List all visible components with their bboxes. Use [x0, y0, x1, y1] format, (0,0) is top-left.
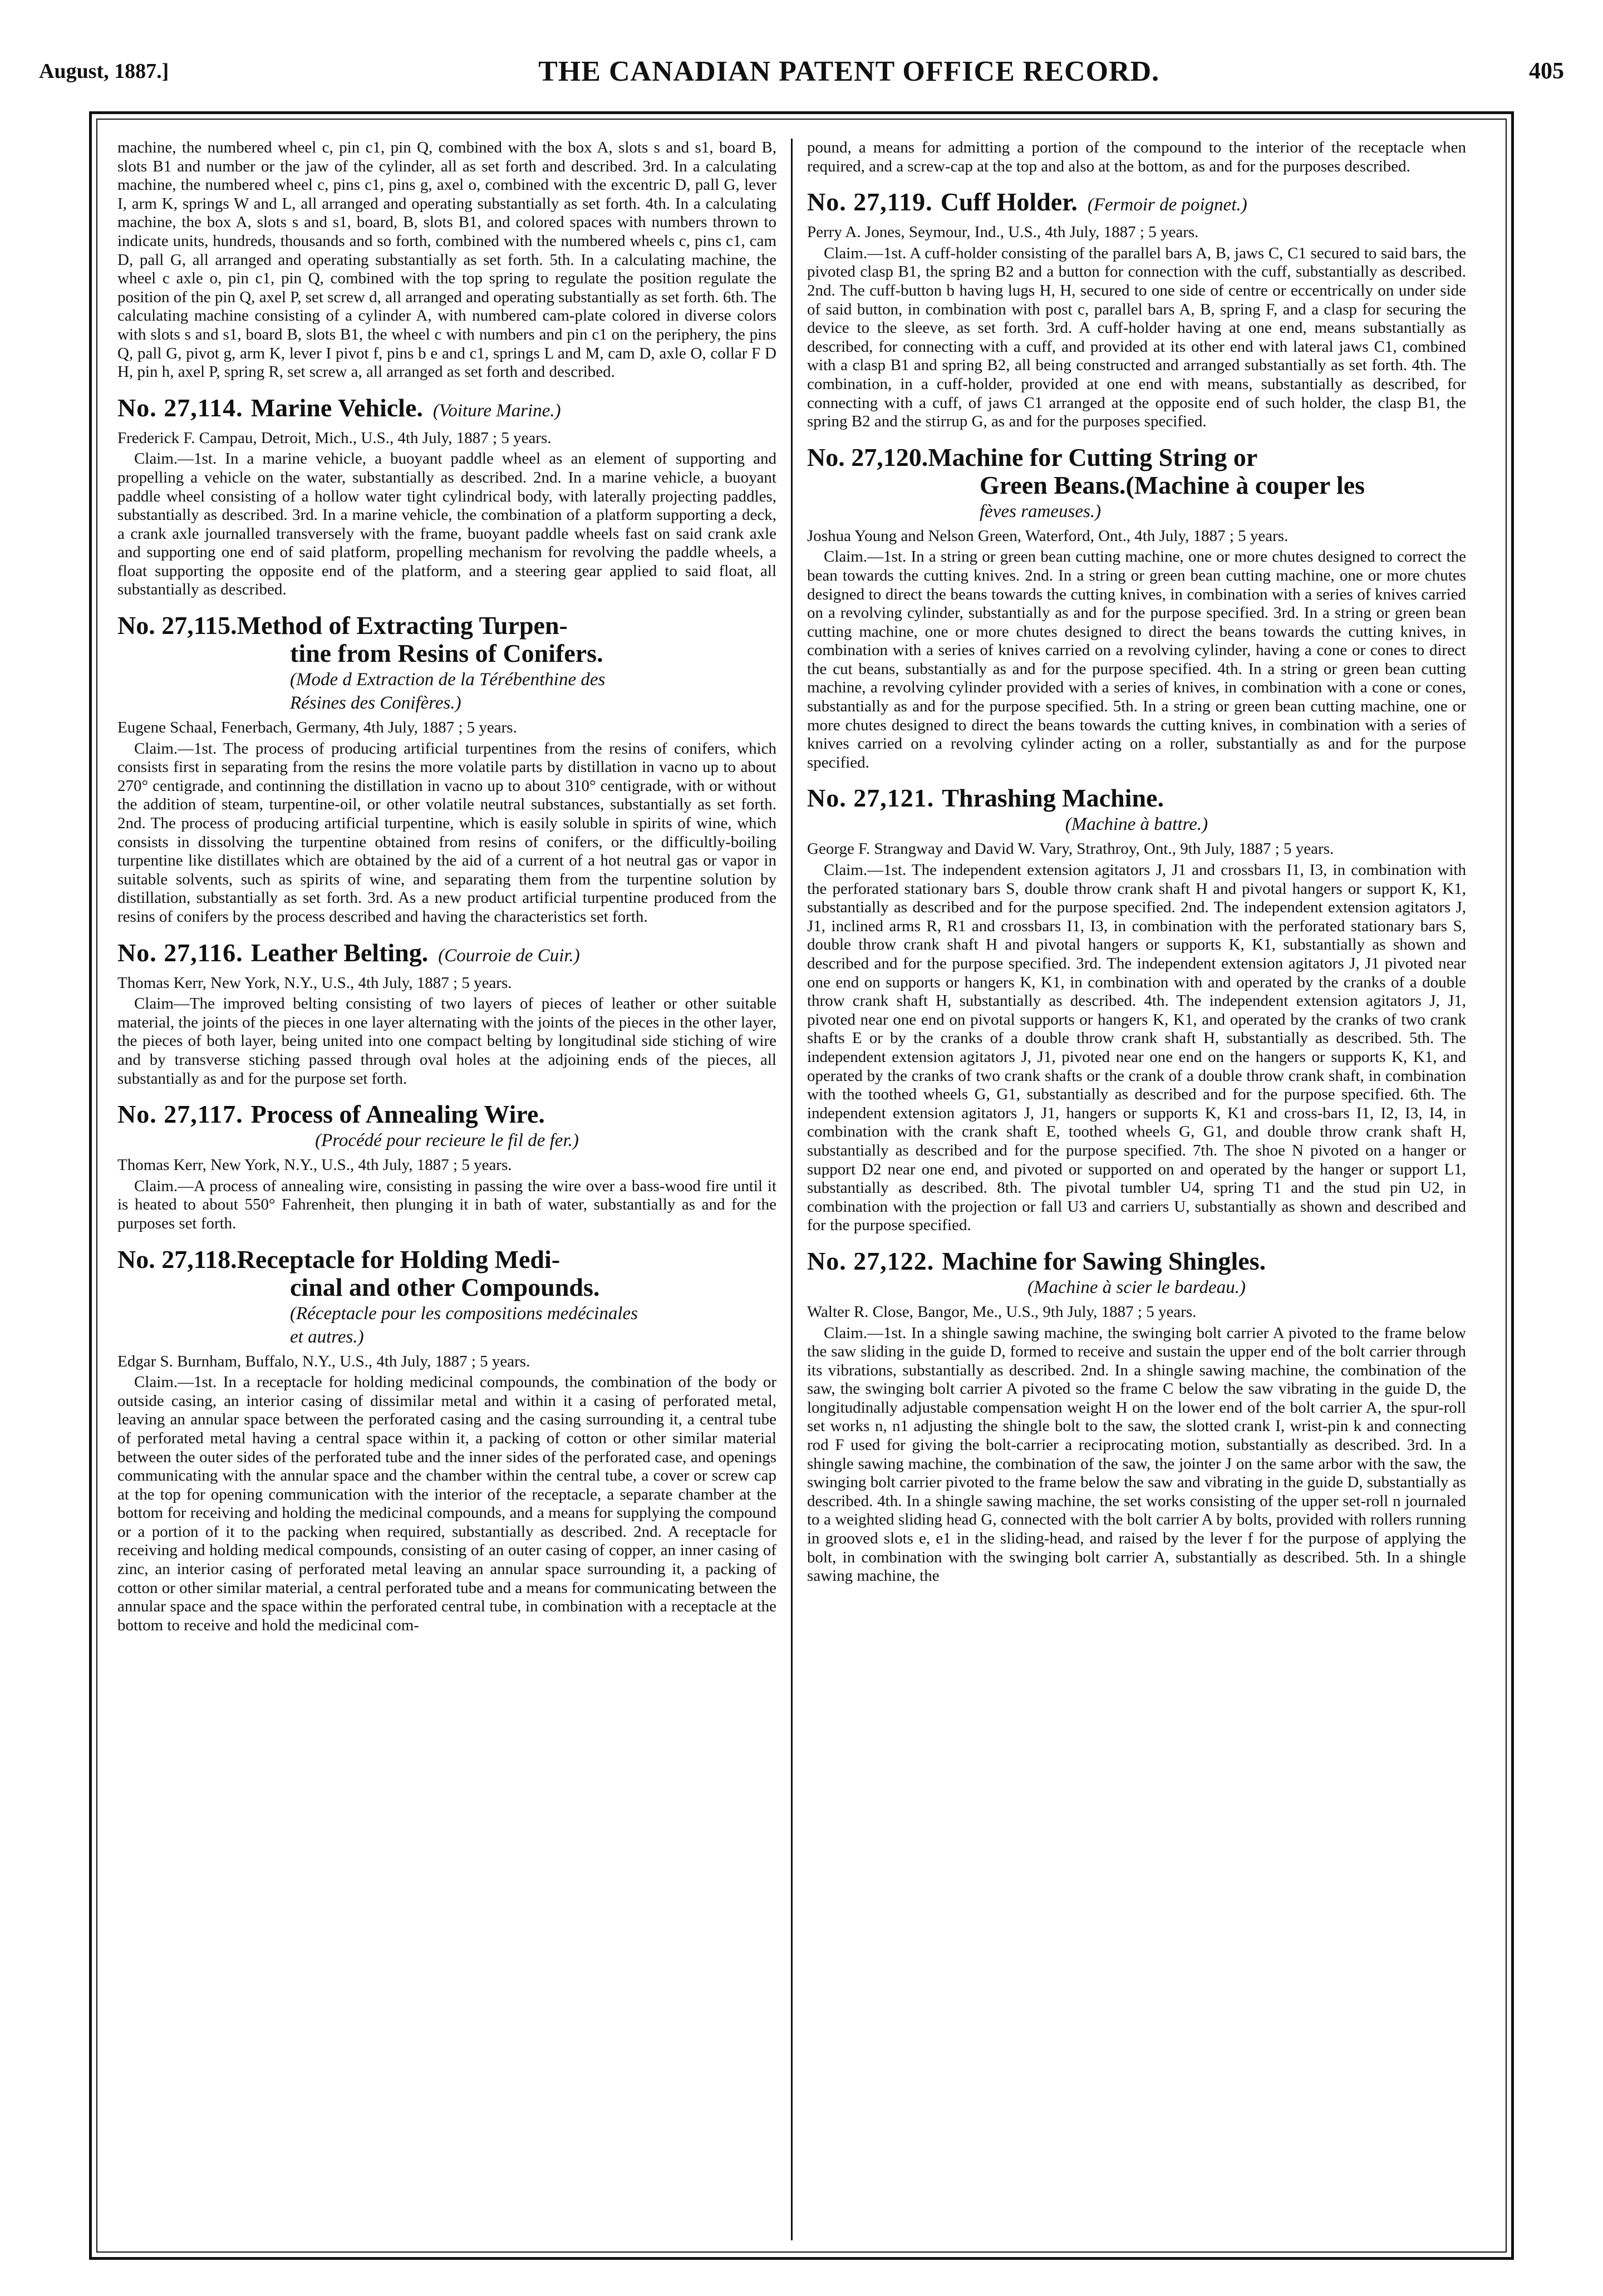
page-frame [89, 111, 1514, 2260]
patent-number: No. 27,118. [117, 1245, 237, 1274]
claim-text: Claim.—1st. The independent extension agitators J, J1 and crossbars I1, I3, in combination with the perforated stationary bars S, double throw crank shaft H and pivotal hangers or support K, K1, substantially as described and for the purpose specified. 2nd. The independent extension agitators J, J1, inclined arms R, R1 and crossbars I1, I3, in combination with the perforated stationary bars S, double throw crank shaft H and pivotal hangers or supports K, K1, substantially as shown and described and for the purpose specified. 3rd. The independent extension agitators J, J1 pivoted near one end on supports or hangers K, K1, in combination with and operated by the cranks of a double throw crank shaft H, substantially as described. 4th. The independent extension agitators J, J1, pivoted near one end on pivotal supports or hangers K, K1, and operated by the cranks of two crank shafts E or by the cranks of a double throw crank shaft H, substantially as described. 5th. The independent extension agitators J, J1, pivoted near one end on the hangers or supports K, K1, and operated by the cranks of two crank shafts or the crank of a double throw crank shaft, in combination with the toothed wheels G, G1, substantially as described and for the purpose specified. 6th. The independent extension agitators J, J1, hangers or supports K, K1 and cross-bars I1, I2, I3, I4, in combination with the crank shaft E, toothed wheels G, G1, and double throw crank shaft H, substantially as described and for the purpose specified. 7th. The shoe N pivoted on a hanger or support D2 near one end, and pivoted or supported on and operated by the hanger or support L1, substantially as described. 8th. The pivotal tumbler U4, spring T1 and the stud pin U2, in combination with the projection or fall U3 and carriers U, substantially as shown and described and for the purpose specified. [807, 861, 1466, 1235]
french-title: (Machine à scier le bardeau.) [1027, 1277, 1246, 1297]
french-title: (Voiture Marine.) [432, 400, 561, 421]
running-head [39, 49, 1564, 94]
claim-text: Claim.—1st. In a marine vehicle, a buoyant paddle wheel as an element of supporting and propelling a vehicle on the water, substantially as described. 2nd. In a marine vehicle, a buoyant paddle wheel consisting of a hollow water tight cylindrical body, with laterally projecting paddles, substantially as described. 3rd. In a marine vehicle, the combination of a platform supporting a deck, a crank axle journalled transversely with the frame, buoyant paddle wheels fast on said crank axle and supporting one end of said platform, propelling mechanism for revolving the paddle wheels, a float supporting the opposite end of the platform, and a steering gear applied to said float, all substantially as described. [117, 450, 776, 599]
right-column [793, 139, 1466, 2240]
french-title: (Courroie de Cuir.) [438, 945, 580, 966]
patentee-line: Edgar S. Burnham, Buffalo, N.Y., U.S., 4th July, 1887 ; 5 years. [117, 1352, 530, 1370]
patent-number: No. 27,115. [117, 611, 237, 640]
french-title: (Machine à battre.) [1065, 814, 1208, 835]
patent-entry-27117 [117, 1100, 776, 1233]
patent-heading [117, 612, 776, 640]
patent-title: Cuff Holder. [940, 188, 1078, 217]
claim-text: Claim—The improved belting consisting of two layers of pieces of leather or other suitable material, the joints of the pieces in one layer alternating with the joints of the pieces in the other layer, the pieces of both layer, being united into one compact belting by longitudinal side stiching of wire and by transverse stiching passed through oval holes at the adjoining ends of the pieces, all substantially as and for the purpose set forth. [117, 995, 776, 1088]
patent-title-line-1: Method of Extracting Turpen- [237, 611, 568, 640]
patentee-line: Perry A. Jones, Seymour, Ind., U.S., 4th July, 1887 ; 5 years. [807, 223, 1199, 242]
patent-title-line-2: cinal and other Compounds. [290, 1272, 600, 1301]
patent-heading [117, 394, 776, 425]
patent-entry-27115 [117, 612, 776, 927]
patentee-line: Thomas Kerr, New York, N.Y., U.S., 4th July, 1887 ; 5 years. [117, 1156, 512, 1174]
patent-entry-27114 [117, 394, 776, 599]
patent-title-line-2-text: Green Beans. [980, 470, 1126, 499]
patent-entry-27116 [117, 939, 776, 1089]
french-title-line-1: (Réceptacle pour les compositions medécinales [290, 1303, 638, 1324]
patent-heading [117, 1246, 776, 1274]
patent-title: Process of Annealing Wire. [250, 1100, 545, 1129]
patent-title-line-1: Machine for Cutting String or [928, 443, 1258, 471]
patent-entry-27120 [807, 444, 1466, 773]
journal-title: THE CANADIAN PATENT OFFICE RECORD. [538, 55, 1160, 87]
patent-heading [117, 1100, 776, 1128]
french-title-line-1: (Machine à couper les [1125, 470, 1365, 499]
claim-text: Claim.—1st. A cuff-holder consisting of the parallel bars A, B, jaws C, C1 secured to said bars, the pivoted clasp B1, the spring B2 and a button for connection with the cuff, substantially as described. 2nd. The cuff-button b having lugs H, H, secured to one side of centre or eccentrically on under side of said button, in combination with post c, parallel bars A, B, spring F, and a clasp for securing the device to the sleeve, as set forth. 3rd. A cuff-holder having at one end, means substantially as described, for connecting with a cuff, and provided at its other end with lateral jaws C1, combined with a clasp B1 and spring B2, all being constructed and arranged substantially as set forth. 4th. The combination, in a cuff-holder, provided at one end with means, substantially as described, for connecting with a cuff, of jaws C1 arranged at the opposite end of such holder, the clasp B1, the spring B2 and the stirrup G, as and for the purposes specified. [807, 244, 1466, 431]
patent-heading [807, 784, 1466, 812]
claim-text: Claim.—1st. In a shingle sawing machine, the swinging bolt carrier A pivoted to the frame below the saw sliding in the guide D, formed to receive and sustain the upper end of the bolt carrier through its vibrations, substantially as described. 2nd. In a shingle sawing machine, the combination of the saw, the swinging bolt carrier A pivoted so the frame C below the saw vibrating in the guide D, the longitudinally adjustable compensation weight H on the lower end of the bolt carrier A, the spur-roll set works n, n1 adjusting the shingle bolt to the saw, the slotted crank I, wrist-pin k and connecting rod F used for giving the bolt-carrier a reciprocating motion, substantially as described. 3rd. In a shingle sawing machine, the combination of the saw, the jointer J on the same arbor with the saw, the swinging bolt carrier pivoted to the frame below the saw and vibrating in the guide D, substantially as described. 4th. In a shingle sawing machine, the set works consisting of the upper set-roll n journaled to a weighted sliding head G, connected with the bolt carrier A by bolts, provided with rollers running in grooved slots e, e1 in the sliding-head, and raised by the lever f for the purpose of applying the bolt, in combination with the swinging bolt carrier A, substantially as described. 5th. In a shingle sawing machine, the [807, 1324, 1466, 1585]
patent-title-line-2 [807, 471, 1466, 499]
continued-claim-text: machine, the numbered wheel c, pin c1, pin Q, combined with the box A, slots s and s1, board B, slots B1 and number or the jaw of the cylinder, all as set forth and described. 3rd. In a calculating machine, the numbered wheel c, pins c1, pins g, axel o, combined with the excentric D, pall G, lever I, arm K, springs W and L, all arranged and operating substantially as set forth. 4th. In a calculating machine, the box A, slots s and s1, board, B, slots B1, and colored spaces with numbers thrown to indicate units, hundreds, thousands and so forth, combined with the numbered wheels c, pins c1, cam D, pall G, all arranged and operating substantially as set forth. 5th. In a calculating machine, the wheel c axle o, pin c1, pin Q, combined with the top spring to regulate the position regulate the position of the pin Q, axel P, set screw d, all arranged and operating substantially as set forth. 6th. The calculating machine consisting of a cylinder A, with numbered cam-plate colored in diverse colors with slots s and s1, board B, slots B1, the wheel c with numbers and pin c1 on the periphery, the pins Q, pall G, pivot g, arm K, lever I pivot f, pins b e and c1, springs L and M, cam D, axle O, collar F D H, pin h, axel P, spring R, set screw a, all arranged as set forth and described. [117, 139, 776, 381]
patentee-line: Walter R. Close, Bangor, Me., U.S., 9th July, 1887 ; 5 years. [807, 1302, 1197, 1321]
patent-heading [807, 188, 1466, 219]
patent-number: No. 27,116. [117, 938, 243, 967]
patent-title: Machine for Sawing Shingles. [942, 1246, 1266, 1275]
patent-title: Thrashing Machine. [942, 784, 1164, 813]
patent-number: No. 27,121. [807, 784, 935, 813]
patent-number: No. 27,114. [117, 393, 243, 422]
patentee-line: Eugene Schaal, Fenerbach, Germany, 4th July, 1887 ; 5 years. [117, 719, 517, 737]
claim-text: Claim.—1st. In a string or green bean cutting machine, one or more chutes designed to correct the bean towards the cutting knives. 2nd. In a string or green bean cutting machine, one or more chutes designed to direct the beans towards the cutting knives, in combination with a series of knives carried on a revolving cylinder, substantially as and for the purpose specified. 3rd. In a string or green bean cutting machine, one or more chutes designed to direct the beans towards the cutting knives, in combination with a series of knives carried on a revolving cylinder, having a cone or cones to direct the cut beans, substantially as and for the purpose specified. 4th. In a string or green bean cutting machine, a revolving cylinder provided with a series of knives, in combination with a cone or cones, substantially as and for the purpose specified. 5th. In a string or green bean cutting machine, one or more chutes designed to direct the beans towards the cutting knives, in combination with a series of knives carried on a revolving cylinder acting on a roller, substantially as and for the purpose specified. [807, 548, 1466, 771]
claim-text: Claim.—1st. The process of producing artificial turpentines from the resins of conifers, which consists first in separating from the resins the more volatile parts by distillation in vacno up to about 270° centigrade, and continning the distillation in vacno up to about 310° centigrade, with or without the addition of steam, turpentine-oil, or other volatile neutral substances, substantially as set forth. 2nd. The process of producing artificial turpentine, which is easily soluble in spirits of wine, which consists in dissolving the turpentine obtained from resins of conifers, or the difficultly-boiling turpentine like distillates which are obtained by the aid of a current of a hot neutral gas or vapor in suitable solvents, such as spirits of wine, and separating them from the turpentine solution by distillation, substantially as set forth. 3rd. As a new product artificial turpentine produced from the resins of conifers by the process described and having the characteristics set forth. [117, 739, 776, 926]
patent-title: Marine Vehicle. [250, 393, 423, 422]
patent-title-line-1: Receptacle for Holding Medi- [237, 1245, 560, 1274]
continued-claim-text: pound, a means for admitting a portion of the compound to the interior of the receptacle when required, and a screw-cap at the top and also at the bottom, as and for the purposes described. [807, 139, 1466, 175]
issue-date: August, 1887.] [39, 60, 169, 83]
french-title-line-1: (Mode d Extraction de la Térébenthine des [290, 670, 606, 690]
left-column [117, 139, 791, 2240]
patent-entry-27121 [807, 784, 1466, 1235]
patent-number: No. 27,120. [807, 443, 928, 471]
patentee-line: Joshua Young and Nelson Green, Waterford, Ont., 4th July, 1887 ; 5 years. [807, 527, 1289, 545]
patent-number: No. 27,117. [117, 1100, 243, 1129]
patent-entry-27122 [807, 1247, 1466, 1586]
patentee-line: Thomas Kerr, New York, N.Y., U.S., 4th July, 1887 ; 5 years. [117, 974, 512, 992]
patent-heading [807, 1247, 1466, 1275]
patent-number: No. 27,122. [807, 1246, 935, 1275]
patent-title: Leather Belting. [250, 938, 429, 967]
claim-text: Claim.—A process of annealing wire, consisting in passing the wire over a bass-wood fire until it is heated to about 550° Fahrenheit, then plunging it in bath of water, substantially as and for the purposes set forth. [117, 1177, 776, 1232]
french-title-line-2: fèves rameuses.) [980, 501, 1102, 522]
two-column-body [117, 139, 1486, 2240]
patent-heading [807, 444, 1466, 471]
french-title: (Procédé pour recieure le fil de fer.) [315, 1130, 579, 1151]
patent-number: No. 27,119. [807, 188, 933, 217]
patentee-line: Frederick F. Campau, Detroit, Mich., U.S., 4th July, 1887 ; 5 years. [117, 429, 552, 447]
french-title-line-2: Résines des Conifères.) [290, 693, 461, 714]
patent-entry-27118 [117, 1246, 776, 1635]
patent-entry-27119 [807, 188, 1466, 431]
french-title: (Fermoir de poignet.) [1087, 195, 1247, 215]
page-number: 405 [1528, 58, 1564, 84]
patentee-line: George F. Strangway and David W. Vary, Strathroy, Ont., 9th July, 1887 ; 5 years. [807, 840, 1334, 858]
patent-title-line-2: tine from Resins of Conifers. [290, 639, 603, 668]
patent-heading [117, 939, 776, 970]
claim-text: Claim.—1st. In a receptacle for holding medicinal compounds, the combination of the body or outside casing, an interior casing of dissimilar metal and within it a casing of perforated metal, leaving an annular space between the perforated casing and the casing surrounding it, a central tube of perforated metal having a central space within it, a packing of cotton or other similar material between the outer sides of the perforated tube and the inner sides of the perforated case, and openings communicating with the annular space and the chamber within the central tube, a cover or screw cap at the top for opening communication with the interior of the receptacle, a separate chamber at the bottom for receiving and holding the medicinal compounds, and a means for supplying the compound or a portion of it to the packing when required, substantially as described. 2nd. A receptacle for receiving and holding medical compounds, consisting of an outer casing of copper, an inner casing of zinc, an interior casing of perforated metal leaving an annular space surrounding it, a packing of cotton or other similar material, a central perforated tube and a means for communicating between the annular space and the space within the perforated central tube, in combination with a receptacle at the bottom to receive and hold the medicinal com- [117, 1373, 776, 1634]
french-title-line-2: et autres.) [290, 1326, 364, 1347]
